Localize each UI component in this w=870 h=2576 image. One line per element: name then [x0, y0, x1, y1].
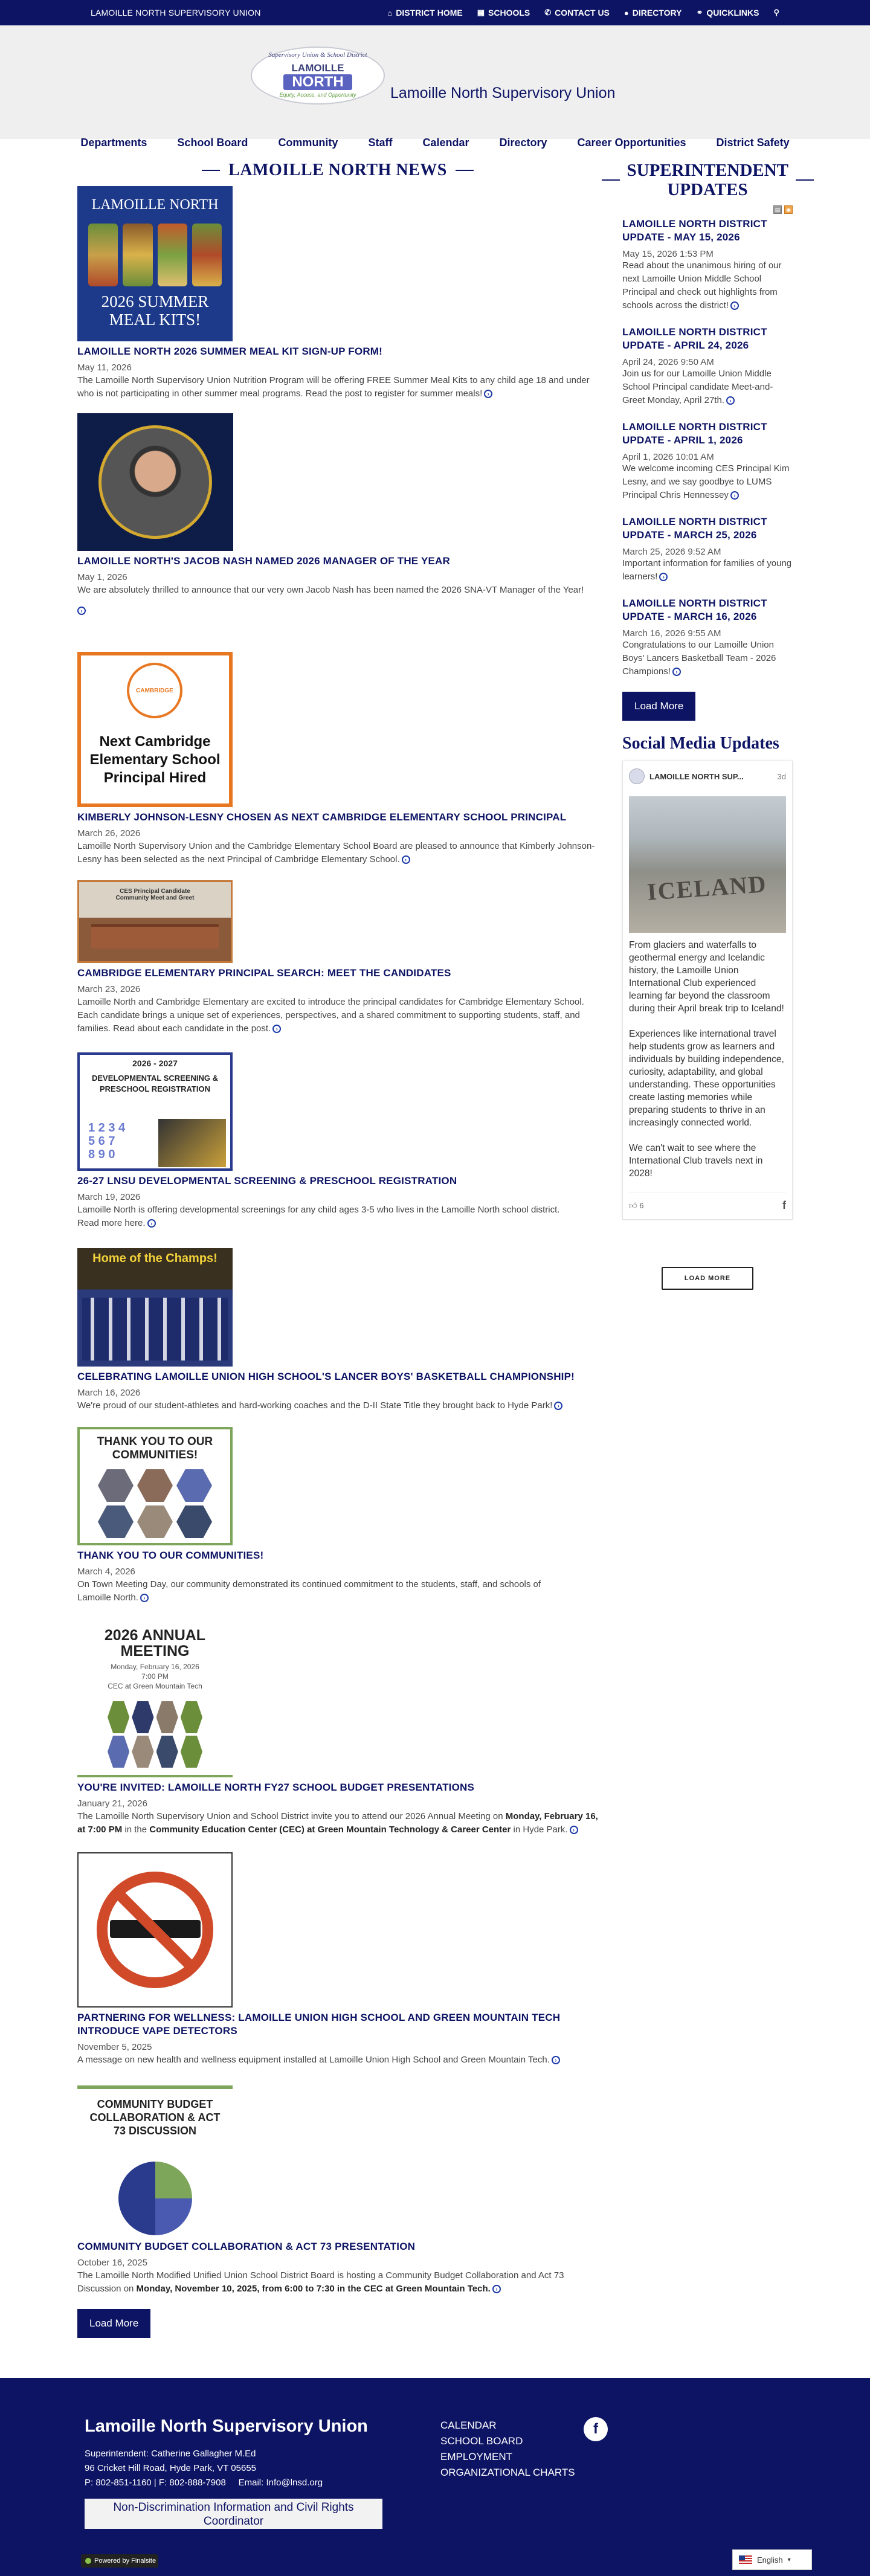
news-column	[77, 139, 598, 2329]
footer-phone-email[interactable]: P: 802-851-1160 | F: 802-888-7908 Email: Info@lnsd.org	[85, 2478, 323, 2488]
news-summary	[77, 1578, 561, 1605]
news-summary-text: Lamoille North and Cambridge Elementary are excited to introduce the principal candidates for Cambridge Elementary School. Each candidate brings a unique set of experiences, perspectives, and a shared commitment to supporting students, staff, and families. Read about each candidate in the post.	[77, 997, 584, 1034]
thumbnail-text: DEVELOPMENTAL SCREENING & PRESCHOOL REGISTRATION	[92, 1074, 218, 1093]
post-header	[629, 768, 786, 784]
news-date: October 16, 2025	[77, 2258, 147, 2268]
feed-icons	[622, 205, 793, 214]
district-home-link[interactable]: ⌂ DISTRICT HOME	[387, 8, 463, 18]
news-summary-text: A message on new health and wellness equipment installed at Lamoille Union High School and Green Mountain Tech.	[77, 2055, 550, 2065]
news-summary-text: The Lamoille North Modified Unified Union School District Board is hosting a Community Budget Collaboration and Act 73 Discussion on	[77, 2270, 564, 2294]
news-item	[77, 652, 598, 866]
thumbnail-text: Home of the Champs!	[92, 1252, 218, 1265]
thumbnail-text: THANK YOU TO OUR COMMUNITIES!	[97, 1435, 213, 1461]
news-summary-emphasis: Community Education Center (CEC) at Green Mountain Technology & Career Center	[149, 1824, 511, 1835]
read-more-icon[interactable]: ›	[554, 1402, 562, 1410]
thumbnail-text: CES Principal Candidate Community Meet and Greet	[115, 888, 195, 901]
update-summary-text: Read about the unanimous hiring of our next Lamoille Union Middle School Principal and check out highlights from schools across the district!	[622, 260, 782, 311]
post-account-name[interactable]: LAMOILLE NORTH SUP...	[649, 771, 744, 781]
news-summary-text: The Lamoille North Supervisory Union Nutrition Program will be offering FREE Summer Meal Kits to any child age 18 and under who is not participating in other summer meal programs. Read the post to register for summer meals!	[77, 375, 590, 399]
seal-text: CAMBRIDGE	[136, 687, 173, 694]
read-more-icon[interactable]: ›	[272, 1025, 281, 1033]
social-heading: Social Media Updates	[622, 734, 779, 753]
news-thumbnail[interactable]	[77, 1852, 233, 2008]
nav-staff[interactable]: Staff	[368, 137, 393, 149]
link-icon: ⚭	[696, 8, 703, 17]
social-post-card	[622, 761, 793, 1220]
news-item	[77, 186, 598, 401]
update-date: March 16, 2026 9:55 AM	[622, 628, 721, 639]
news-heading	[77, 161, 598, 180]
team-photo	[82, 1298, 228, 1360]
facebook-icon[interactable]: f	[584, 2417, 608, 2441]
read-more-icon[interactable]: ›	[147, 1219, 156, 1228]
superintendent-update	[622, 420, 793, 502]
news-date: May 11, 2026	[77, 362, 132, 373]
post-paragraph: Experiences like international travel help students grow as learners and individuals by building independence, curiosity, adaptability, and global understanding. These opportunities create lasting memories while preparing students to thrive in an increasingly connected world.	[629, 1029, 784, 1128]
news-thumbnail[interactable]	[77, 1052, 233, 1171]
facebook-icon[interactable]: f	[782, 1199, 786, 1211]
school-building	[91, 924, 219, 948]
read-more-icon[interactable]: ›	[552, 2056, 560, 2064]
person-icon: ●	[624, 8, 629, 18]
news-summary	[77, 1203, 579, 1230]
thumbnail-text: CEC at Green Mountain Tech	[108, 1682, 202, 1690]
footer-superintendent: Superintendent: Catherine Gallagher M.Ed	[85, 2449, 256, 2459]
nav-departments[interactable]: Departments	[80, 137, 147, 149]
us-flag-icon	[739, 2555, 752, 2564]
post-paragraph: From glaciers and waterfalls to geothermal energy and Icelandic history, the Lamoille Union International Club experienced learning far beyond the classroom during their April break trip to Iceland!	[629, 940, 784, 1014]
update-title[interactable]: LAMOILLE NORTH DISTRICT UPDATE - MARCH 16, 2026	[622, 597, 767, 622]
news-summary	[77, 605, 598, 616]
news-title[interactable]: COMMUNITY BUDGET COLLABORATION & ACT 73 PRESENTATION	[77, 2241, 416, 2252]
news-summary-emphasis: Monday, November 10, 2025, from 6:00 to 7:30 in the CEC at Green Mountain Tech.	[136, 2284, 491, 2294]
news-summary-text: On Town Meeting Day, our community demonstrated its continued commitment to the students, staff, and schools of Lamoille North.	[77, 1579, 541, 1603]
update-title[interactable]: LAMOILLE NORTH DISTRICT UPDATE - MARCH 25, 2026	[622, 516, 767, 541]
like-count: 6	[639, 1200, 644, 1210]
update-title[interactable]: LAMOILLE NORTH DISTRICT UPDATE - APRIL 24, 2026	[622, 326, 767, 351]
post-time: 3d	[777, 771, 786, 781]
site-footer	[0, 2378, 870, 2576]
superintendent-update	[622, 597, 793, 678]
news-title[interactable]: YOU'RE INVITED: LAMOILLE NORTH FY27 SCHOOL BUDGET PRESENTATIONS	[77, 1782, 475, 1793]
thumbs-up-icon: 👍︎	[629, 1200, 637, 1210]
update-date: May 15, 2026 1:53 PM	[622, 249, 714, 259]
thumbnail-text: 2026 ANNUAL MEETING	[104, 1627, 206, 1660]
read-more-icon[interactable]: ›	[140, 1594, 149, 1602]
superintendent-load-more-button[interactable]: Load More	[622, 692, 695, 721]
update-date: April 1, 2026 10:01 AM	[622, 452, 714, 462]
post-footer	[629, 1193, 786, 1212]
read-more-icon[interactable]: ›	[672, 668, 681, 676]
non-discrimination-button[interactable]: Non-Discrimination Information and Civil Rights Coordinator	[85, 2499, 382, 2529]
news-summary-text: in the	[122, 1824, 150, 1835]
news-summary-text: The Lamoille North Supervisory Union and School District invite you to attend our 2026 Annual Meeting on	[77, 1811, 506, 1821]
photo-collage	[108, 1701, 202, 1768]
building-icon: ▦	[477, 8, 485, 17]
nav-school-board[interactable]: School Board	[177, 137, 248, 149]
news-summary-text: Lamoille North is offering developmental screenings for any child ages 3-5 who lives in the Lamoille North school district. Read more here.	[77, 1205, 560, 1228]
news-item	[77, 1052, 598, 1230]
directory-link[interactable]: ● DIRECTORY	[624, 8, 682, 18]
news-title[interactable]: KIMBERLY JOHNSON-LESNY CHOSEN AS NEXT CAMBRIDGE ELEMENTARY SCHOOL PRINCIPAL	[77, 811, 567, 823]
update-summary	[622, 639, 793, 678]
contact-us-link[interactable]: ✆ CONTACT US	[544, 8, 610, 18]
news-date: May 1, 2026	[77, 572, 127, 582]
thumbnail-text: COMMUNITY BUDGET COLLABORATION & ACT 73 DISCUSSION	[89, 2098, 221, 2137]
nav-directory[interactable]: Directory	[499, 137, 547, 149]
sand-writing: ICELAND	[646, 870, 768, 906]
news-summary	[77, 840, 598, 866]
news-thumbnail[interactable]	[77, 1248, 233, 1367]
news-title[interactable]: PARTNERING FOR WELLNESS: LAMOILLE UNION HIGH SCHOOL AND GREEN MOUNTAIN TECH INTRODUCE VAPE DETECTORS	[77, 2012, 561, 2037]
footer-contact-info	[85, 2447, 323, 2490]
search-button[interactable]	[773, 8, 779, 18]
read-more-icon[interactable]: ›	[402, 855, 410, 864]
language-selector[interactable]	[732, 2549, 812, 2570]
avatar[interactable]	[629, 768, 645, 784]
update-summary-text: We welcome incoming CES Principal Kim Lesny, and we say goodbye to LUMS Principal Chris Hennessey	[622, 463, 790, 500]
news-summary-emphasis: Monday, February 16, at 7:00 PM	[77, 1811, 598, 1835]
post-image[interactable]	[629, 796, 786, 933]
heading-rule	[202, 170, 220, 171]
update-summary-text: Join us for our Lamoille Union Middle School Principal candidate Meet-and-Greet Monday, April 27th.	[622, 369, 773, 405]
update-summary	[622, 367, 793, 407]
social-load-more-button[interactable]: LOAD MORE	[662, 1267, 753, 1290]
footer-link-calendar[interactable]: CALENDAR	[440, 2420, 497, 2431]
news-date: March 19, 2026	[77, 1192, 141, 1202]
news-date: March 26, 2026	[77, 828, 141, 839]
news-summary	[77, 1810, 598, 1837]
news-date: March 16, 2026	[77, 1388, 141, 1398]
news-thumbnail[interactable]	[77, 186, 233, 341]
news-date: November 5, 2025	[77, 2042, 152, 2052]
like-button[interactable]	[629, 1201, 643, 1211]
school-seal	[127, 663, 182, 718]
thumbnail-text: 2026 - 2027	[132, 1058, 178, 1068]
language-label: English	[757, 2555, 783, 2565]
post-text	[629, 939, 786, 1180]
update-date: April 24, 2026 9:50 AM	[622, 357, 714, 367]
news-item	[77, 1852, 598, 2067]
news-item	[77, 2085, 598, 2338]
sidebar-column	[622, 139, 793, 1290]
heading-rule	[456, 170, 474, 171]
nav-career-opportunities[interactable]: Career Opportunities	[577, 137, 686, 149]
update-title[interactable]: LAMOILLE NORTH DISTRICT UPDATE - MAY 15, 2026	[622, 218, 767, 243]
update-summary	[622, 557, 793, 584]
utility-links	[387, 8, 779, 18]
update-summary	[622, 462, 793, 502]
nav-district-safety[interactable]: District Safety	[716, 137, 790, 149]
thumbnail-text: LAMOILLE NORTH	[91, 197, 219, 213]
portrait-frame	[98, 425, 212, 539]
news-summary	[77, 1399, 598, 1412]
footer-address: 96 Cricket Hill Road, Hyde Park, VT 05655	[85, 2463, 257, 2473]
read-more-icon[interactable]: ›	[77, 607, 86, 615]
meal-kit-containers	[88, 224, 222, 286]
news-summary	[77, 584, 598, 597]
news-date: March 23, 2026	[77, 984, 141, 994]
read-more-icon[interactable]: ›	[484, 390, 492, 398]
rss-feed-icon[interactable]: ◉	[784, 205, 793, 214]
update-summary	[622, 259, 793, 312]
news-thumbnail[interactable]	[77, 880, 233, 963]
news-load-more-button[interactable]: Load More	[77, 2309, 150, 2338]
footer-link-employment[interactable]: EMPLOYMENT	[440, 2451, 513, 2462]
news-summary	[77, 2269, 598, 2296]
thumbnail-text: Next Cambridge Elementary School Principal Hired	[89, 733, 221, 786]
kids-photo	[158, 1119, 226, 1167]
footer-district-name: Lamoille North Supervisory Union	[85, 2417, 368, 2436]
news-thumbnail[interactable]	[77, 1625, 233, 1777]
news-title[interactable]: LAMOILLE NORTH 2026 SUMMER MEAL KIT SIGN-UP FORM!	[77, 346, 383, 357]
news-summary	[77, 996, 598, 1035]
powered-by-finalsite[interactable]: Powered by Finalsite	[81, 2554, 158, 2568]
ical-feed-icon[interactable]: ▤	[773, 205, 782, 214]
news-title[interactable]: LAMOILLE NORTH'S JACOB NASH NAMED 2026 MANAGER OF THE YEAR	[77, 555, 450, 567]
news-date: January 21, 2026	[77, 1798, 147, 1809]
news-item	[77, 880, 598, 1035]
update-date: March 25, 2026 9:52 AM	[622, 547, 721, 557]
search-icon: ⚲	[773, 8, 779, 17]
site-title[interactable]: Lamoille North Supervisory Union	[390, 85, 616, 101]
schools-link[interactable]: ▦ SCHOOLS	[477, 8, 530, 18]
news-item	[77, 1427, 598, 1605]
news-summary	[77, 374, 598, 401]
logo-main-text: NORTH	[283, 74, 352, 90]
news-summary-text: We're proud of our student-athletes and hard-working coaches and the D-II State Title they brought back to Hyde Park!	[77, 1400, 553, 1411]
thumbnail-text: 2026 SUMMER MEAL KITS!	[101, 292, 209, 329]
nav-community[interactable]: Community	[278, 137, 338, 149]
superintendent-update	[622, 326, 793, 407]
logo-oval	[251, 47, 385, 105]
read-more-icon[interactable]: ›	[492, 2285, 501, 2293]
news-summary-text: in Hyde Park.	[511, 1824, 568, 1835]
read-more-icon[interactable]: ›	[730, 491, 739, 500]
news-thumbnail[interactable]	[77, 652, 233, 807]
superintendent-update	[622, 515, 793, 584]
footer-links	[440, 2418, 575, 2481]
utility-bar	[0, 0, 870, 25]
site-header	[0, 25, 870, 149]
news-summary	[77, 2053, 598, 2067]
quicklinks-link[interactable]: ⚭ QUICKLINKS	[696, 8, 759, 18]
footer-link-school-board[interactable]: SCHOOL BOARD	[440, 2435, 523, 2447]
thumbnail-text: 7:00 PM	[141, 1672, 169, 1681]
superintendent-update	[622, 217, 793, 312]
logo-arc-text: Supervisory Union & School District	[268, 51, 367, 59]
district-name: LAMOILLE NORTH SUPERVISORY UNION	[91, 8, 261, 18]
news-title[interactable]: 26-27 LNSU DEVELOPMENTAL SCREENING & PRESCHOOL REGISTRATION	[77, 1175, 457, 1187]
heading-rule	[796, 179, 814, 181]
news-summary-text: Lamoille North Supervisory Union and the Cambridge Elementary School Board are pleased to announce that Kimberly Johnson-Lesny has been selected as the next Principal of Cambridge Elementary School.	[77, 841, 595, 865]
chevron-down-icon: ▾	[787, 2556, 791, 2563]
budget-pie-icon	[118, 2162, 192, 2235]
district-logo[interactable]	[251, 39, 385, 112]
news-heading-text: LAMOILLE NORTH NEWS	[228, 161, 447, 179]
update-summary-text: Congratulations to our Lamoille Union Boys' Lancers Basketball Team - 2026 Champions!	[622, 640, 776, 677]
update-title[interactable]: LAMOILLE NORTH DISTRICT UPDATE - APRIL 1, 2026	[622, 421, 767, 446]
logo-top-text: LAMOILLE	[291, 62, 344, 74]
read-more-icon[interactable]: ›	[570, 1826, 578, 1834]
news-thumbnail[interactable]	[77, 2085, 233, 2236]
news-item	[77, 1248, 598, 1412]
logo-tagline: Equity, Access, and Opportunity	[279, 91, 356, 98]
read-more-icon[interactable]: ›	[730, 301, 739, 310]
superintendent-heading-text: SUPERINTENDENT UPDATES	[627, 161, 789, 199]
phone-icon: ✆	[544, 8, 552, 17]
update-summary-text: Important information for families of young learners!	[622, 558, 792, 582]
footer-link-org-charts[interactable]: ORGANIZATIONAL CHARTS	[440, 2467, 575, 2478]
photo-collage	[98, 1469, 212, 1538]
news-title[interactable]: THANK YOU TO OUR COMMUNITIES!	[77, 1550, 264, 1561]
nav-calendar[interactable]: Calendar	[422, 137, 469, 149]
thumbnail-text: Monday, February 16, 2026	[111, 1663, 199, 1671]
post-paragraph: We can't wait to see where the International Club travels next in 2028!	[629, 1143, 763, 1179]
news-item	[77, 1625, 598, 1837]
superintendent-heading	[622, 161, 793, 199]
news-thumbnail[interactable]	[77, 413, 233, 551]
heading-rule	[602, 179, 620, 181]
news-thumbnail[interactable]	[77, 1427, 233, 1545]
news-summary-text: We are absolutely thrilled to announce that our very own Jacob Nash has been named the 2026 SNA-VT Manager of the Year!	[77, 585, 584, 595]
news-date: March 4, 2026	[77, 1567, 135, 1577]
home-icon: ⌂	[387, 8, 393, 18]
news-item	[77, 413, 598, 616]
news-title[interactable]: CELEBRATING LAMOILLE UNION HIGH SCHOOL'S LANCER BOYS' BASKETBALL CHAMPIONSHIP!	[77, 1371, 575, 1382]
read-more-icon[interactable]: ›	[726, 396, 735, 405]
read-more-icon[interactable]: ›	[659, 573, 668, 581]
number-art: 1 2 3 4 5 6 7 8 9 0	[88, 1121, 126, 1161]
news-title[interactable]: CAMBRIDGE ELEMENTARY PRINCIPAL SEARCH: MEET THE CANDIDATES	[77, 967, 451, 979]
